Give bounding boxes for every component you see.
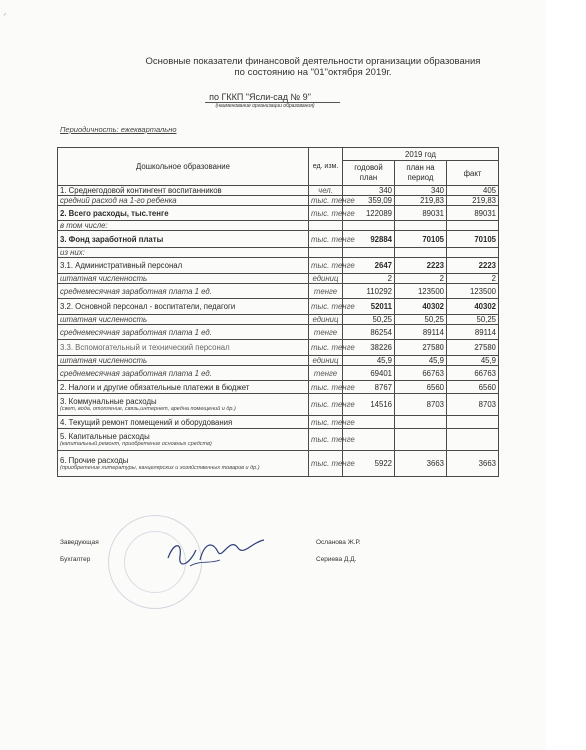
row-label-text: в том числе:	[60, 221, 108, 230]
row-period-value: 340	[395, 186, 447, 196]
row-fact-value: 70105	[447, 231, 499, 248]
row-label-text: штатная численность	[60, 315, 148, 324]
row-label-text: из них:	[60, 248, 85, 257]
row-unit: единиц	[309, 274, 343, 284]
header-plan-year: годовой план	[343, 161, 395, 186]
row-sublabel: (приобретение литературы, канцелярских и хозяйственных товаров и др.)	[60, 465, 260, 471]
row-fact-value: 6560	[447, 381, 499, 394]
row-unit: тыс. тенге	[309, 381, 343, 394]
row-label-text: 3.3. Вспомогательный и технический персонал	[60, 343, 230, 352]
row-label	[58, 315, 309, 325]
table-row	[58, 394, 499, 416]
table-row	[58, 340, 499, 356]
row-plan-value: 52011	[343, 299, 395, 315]
row-unit: единиц	[309, 356, 343, 366]
organization-caption: (наименование организации образования)	[215, 103, 315, 109]
row-label	[58, 206, 309, 221]
row-fact-value: 50,25	[447, 315, 499, 325]
table-row	[58, 356, 499, 366]
financial-table	[57, 147, 499, 477]
scan-mark: ✓	[3, 12, 8, 18]
row-label-text: средний расход на 1-го ребенка	[60, 196, 177, 205]
table-row	[58, 429, 499, 451]
table-row	[58, 451, 499, 477]
row-plan-value: 110292	[343, 284, 395, 299]
row-plan-value	[343, 221, 395, 231]
row-label	[58, 258, 309, 274]
row-label-text: 3. Фонд заработной платы	[60, 234, 164, 244]
row-period-value: 6560	[395, 381, 447, 394]
row-unit: чел.	[309, 186, 343, 196]
row-fact-value: 89031	[447, 206, 499, 221]
table-row	[58, 325, 499, 340]
table-row	[58, 196, 499, 206]
row-plan-value: 8767	[343, 381, 395, 394]
row-label	[58, 356, 309, 366]
table-row	[58, 231, 499, 248]
row-sublabel: (капитальный ремонт, приобретение основных средств)	[60, 441, 212, 447]
row-fact-value: 27580	[447, 340, 499, 356]
header-year-cell: 2019 год	[343, 148, 499, 161]
row-period-value: 219,83	[395, 196, 447, 206]
row-fact-value: 2	[447, 274, 499, 284]
row-fact-value: 3663	[447, 451, 499, 477]
row-period-value: 3663	[395, 451, 447, 477]
row-label-text: среднемесячная заработная плата 1 ед.	[60, 327, 212, 337]
table-row	[58, 186, 499, 196]
row-period-value: 8703	[395, 394, 447, 416]
row-period-value: 70105	[395, 231, 447, 248]
row-label	[58, 299, 309, 315]
table-row	[58, 221, 499, 231]
row-period-value	[395, 221, 447, 231]
row-label	[58, 381, 309, 394]
row-unit: тыс. тенге	[309, 416, 343, 429]
row-label-text: 3.2. Основной персонал - воспитатели, педагоги	[60, 302, 236, 311]
row-period-value: 45,9	[395, 356, 447, 366]
row-label	[58, 416, 309, 429]
table-row	[58, 284, 499, 299]
row-period-value: 2223	[395, 258, 447, 274]
row-unit: тыс. тенге	[309, 451, 343, 477]
row-period-value	[395, 416, 447, 429]
row-unit: тыс. тенге	[309, 340, 343, 356]
row-period-value: 123500	[395, 284, 447, 299]
row-plan-value: 69401	[343, 366, 395, 381]
row-plan-value	[343, 248, 395, 258]
row-unit: тыс. тенге	[309, 299, 343, 315]
row-label	[58, 325, 309, 340]
row-fact-value: 2223	[447, 258, 499, 274]
row-label	[58, 248, 309, 258]
table-row	[58, 366, 499, 381]
row-fact-value	[447, 248, 499, 258]
row-fact-value: 219,83	[447, 196, 499, 206]
row-period-value: 50,25	[395, 315, 447, 325]
row-plan-value: 86254	[343, 325, 395, 340]
table-row	[58, 381, 499, 394]
row-fact-value	[447, 221, 499, 231]
row-label-text: 3. Коммунальные расходы	[60, 397, 157, 406]
row-period-value: 2	[395, 274, 447, 284]
organization-name: по ГККП "Ясли-сад № 9"	[209, 92, 311, 102]
header-plan-period: план на период	[395, 161, 447, 186]
row-unit: тенге	[309, 325, 343, 340]
row-unit: тыс. тенге	[309, 394, 343, 416]
row-fact-value: 123500	[447, 284, 499, 299]
table-row	[58, 274, 499, 284]
row-plan-value: 92884	[343, 231, 395, 248]
row-unit: тенге	[309, 284, 343, 299]
row-period-value	[395, 429, 447, 451]
row-unit: тыс. тенге	[309, 231, 343, 248]
row-label-text: 1. Среднегодовой контингент воспитанников	[60, 186, 222, 195]
row-period-value: 89114	[395, 325, 447, 340]
row-fact-value: 89114	[447, 325, 499, 340]
row-fact-value	[447, 416, 499, 429]
row-plan-value: 340	[343, 186, 395, 196]
row-period-value	[395, 248, 447, 258]
row-unit: тенге	[309, 366, 343, 381]
row-period-value: 27580	[395, 340, 447, 356]
row-plan-value: 359,09	[343, 196, 395, 206]
row-label-text: 4. Текущий ремонт помещений и оборудования	[60, 417, 233, 427]
signature-scribble	[160, 530, 280, 575]
row-period-value: 89031	[395, 206, 447, 221]
row-unit: тыс. тенге	[309, 258, 343, 274]
table-row	[58, 258, 499, 274]
row-label-text: среднемесячная заработная плата 1 ед.	[60, 368, 212, 378]
row-unit: тыс. тенге	[309, 206, 343, 221]
periodicity-label: Периодичность: ежеквартально	[60, 125, 177, 134]
row-label	[58, 366, 309, 381]
row-period-value: 66763	[395, 366, 447, 381]
row-fact-value: 40302	[447, 299, 499, 315]
row-fact-value: 45,9	[447, 356, 499, 366]
head-name: Осланова Ж.Р.	[316, 539, 361, 546]
row-label-text: 2. Всего расходы, тыс.тенге	[60, 208, 169, 218]
row-plan-value: 45,9	[343, 356, 395, 366]
row-fact-value: 8703	[447, 394, 499, 416]
row-label	[58, 284, 309, 299]
title-line-2: по состоянию на "01"октября 2019г.	[234, 67, 392, 78]
row-unit: тыс. тенге	[309, 429, 343, 451]
row-label	[58, 340, 309, 356]
row-label-text: среднемесячная заработная плата 1 ед.	[60, 286, 212, 296]
row-plan-value: 5922	[343, 451, 395, 477]
row-fact-value: 66763	[447, 366, 499, 381]
row-unit: единиц	[309, 315, 343, 325]
accountant-title: Бухгалтер	[60, 556, 91, 563]
header-title-cell: Дошкольное образование	[58, 148, 309, 186]
row-label-text: 5. Капитальные расходы	[60, 432, 150, 441]
row-label-text: штатная численность	[60, 356, 148, 365]
row-plan-value: 2	[343, 274, 395, 284]
row-plan-value: 122089	[343, 206, 395, 221]
row-label	[58, 274, 309, 284]
row-unit	[309, 248, 343, 258]
row-period-value: 40302	[395, 299, 447, 315]
row-label	[58, 394, 309, 416]
row-unit: тыс. тенге	[309, 196, 343, 206]
table-row	[58, 299, 499, 315]
row-label	[58, 221, 309, 231]
row-plan-value: 2647	[343, 258, 395, 274]
table-row	[58, 248, 499, 258]
row-label-text: 6. Прочие расходы	[60, 456, 129, 465]
row-label-text: штатная численность	[60, 274, 148, 283]
row-label	[58, 451, 309, 477]
title-line-1: Основные показатели финансовой деятельности организации образования	[145, 56, 481, 67]
row-label-text: 2. Налоги и другие обязательные платежи в бюджет	[60, 382, 250, 392]
head-title: Заведующая	[60, 539, 99, 546]
row-plan-value: 14516	[343, 394, 395, 416]
row-sublabel: (свет, вода, отопление, связь,интернет, аредна помещений и др.)	[60, 406, 236, 412]
row-label	[58, 186, 309, 196]
row-fact-value: 405	[447, 186, 499, 196]
table-row	[58, 206, 499, 221]
row-label-text: 3.1. Административный персонал	[60, 261, 183, 270]
row-plan-value: 38226	[343, 340, 395, 356]
row-label	[58, 231, 309, 248]
row-unit	[309, 221, 343, 231]
table-row	[58, 416, 499, 429]
header-fact: факт	[447, 161, 499, 186]
row-plan-value: 50,25	[343, 315, 395, 325]
table-row	[58, 315, 499, 325]
row-label	[58, 196, 309, 206]
row-fact-value	[447, 429, 499, 451]
row-label	[58, 429, 309, 451]
header-unit-cell: ед. изм.	[309, 148, 343, 186]
accountant-name: Сериева Д.Д.	[316, 556, 357, 563]
